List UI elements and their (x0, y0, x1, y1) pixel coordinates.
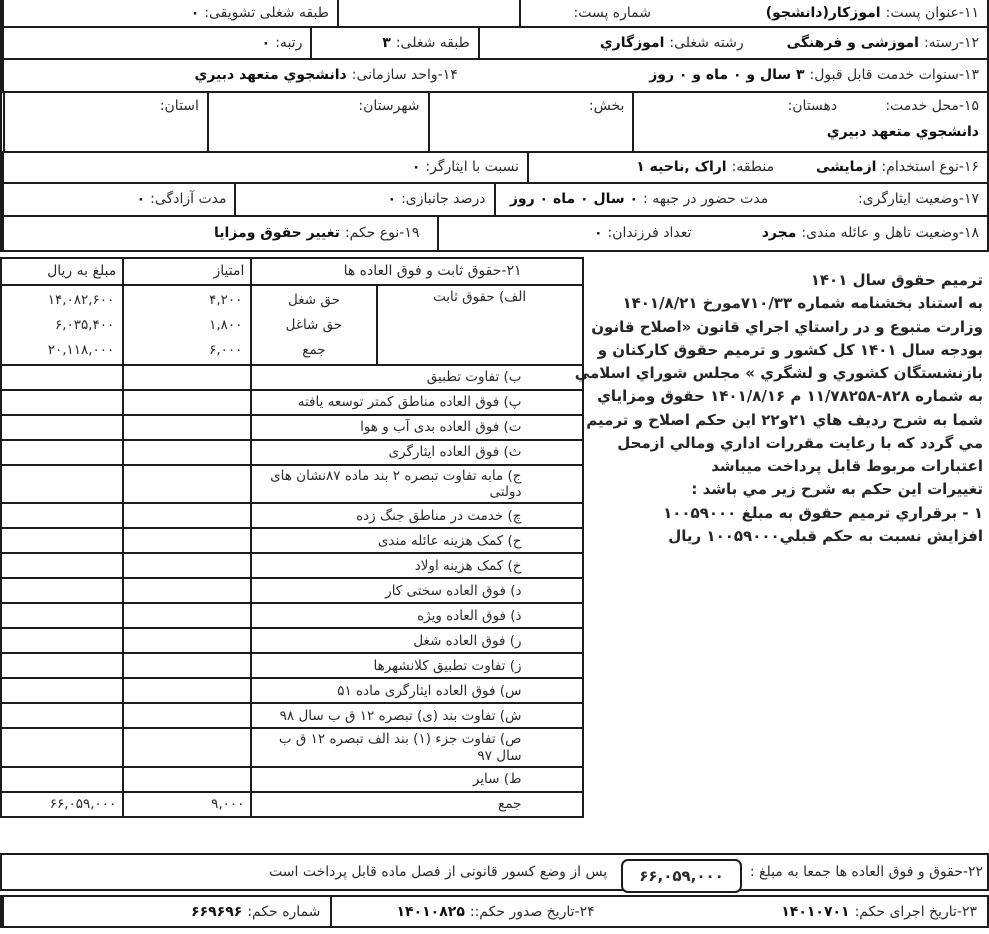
service-years-field (478, 60, 987, 91)
decree-line: ۱ - برقراري ترمیم حقوق به مبلغ ۱۰۰۵۹۰۰۰ (663, 503, 983, 522)
disability-percent-label: درصد جانبازی: (401, 191, 486, 208)
post-number-field (519, 0, 659, 26)
job-grade-value: ۳ (382, 34, 391, 51)
decree-type-field (2, 217, 437, 250)
decree-line: شما به شرح ردیف هاي ۲۱و۲۲ این حکم اصلاح و ترمیم (586, 410, 983, 429)
front-service-value: ۰ سال ۰ ماه ۰ روز (509, 191, 639, 208)
decree-line: به استناد بخشنامه شماره ۷۱۰/۳۳مورخ ۱۴۰۱/۸/۲۱ (622, 294, 983, 313)
county-field (207, 93, 428, 151)
decree-type-label: ۱۹-نوع حکم: (344, 225, 420, 242)
table-row: ز) تفاوت تطبیق کلانشهرها (2, 654, 582, 679)
employment-type-value: ازمایشی (816, 159, 877, 176)
fixed-row-amount: ۱۴,۰۸۲,۶۰۰ (47, 292, 115, 309)
table-row: ج) مابه تفاوت تبصره ۲ بند ماده ۸۷نشان های دولتی (2, 466, 582, 504)
decree-line: به شماره ۸۲۸-۱۱/۷۸۲۵۸ م ۱۴۰۱/۸/۱۶ حقوق ومزایاي (597, 387, 983, 406)
decree-line: تغییرات این حکم به شرح زیر مي باشد : (691, 480, 983, 499)
incentive-grade-field (2, 0, 337, 26)
table-title: ۲۱-حقوق ثابت و فوق العاده ها (343, 263, 522, 280)
execution-date-value: ۱۴۰۱۰۷۰۱ (781, 903, 850, 920)
job-grade-label: طبقه شغلی: (395, 34, 470, 51)
score-column-header: امتیاز (124, 259, 252, 284)
table-row: ح) کمک هزینه عائله مندی (2, 529, 582, 554)
post-title-field (659, 0, 987, 26)
header-row-employment-type (0, 153, 989, 184)
total-payable-suffix: پس از وضع کسور قانونی از فصل ماده قابل پرداخت است (269, 864, 608, 880)
fixed-salary-scores (124, 286, 252, 364)
rank-field (2, 28, 310, 58)
marital-status-field (699, 217, 987, 250)
table-row: پ) فوق العاده مناطق کمتر توسعه یافته (2, 391, 582, 416)
decree-line: بودجه سال ۱۴۰۱ کل کشور و ترمیم حقوق کارکنان و (597, 340, 983, 359)
table-row: س) فوق العاده ایثارگری ماده ۵۱ (2, 679, 582, 704)
captivity-duration-value: ۰ (136, 191, 146, 208)
children-count-label: تعداد فرزندان: (607, 225, 692, 242)
table-row: چ) خدمت در مناطق جنگ زده (2, 504, 582, 529)
job-field-label: رشته شغلی: (669, 34, 744, 51)
decree-line: ترمیم حقوق سال ۱۴۰۱ (810, 271, 983, 289)
header-row-veteran-status (0, 184, 989, 217)
issue-date-field (330, 897, 658, 926)
decree-type-value: تغییر حقوق ومزایا (214, 225, 340, 242)
table-row: د) فوق العاده سختی کار (2, 579, 582, 604)
captivity-duration-label: مدت آزادگی: (150, 191, 227, 208)
table-row: ذ) فوق العاده ویژه (2, 604, 582, 629)
issue-date-value: ۱۴۰۱۰۸۲۵ (396, 903, 465, 920)
job-grade-field (310, 28, 477, 58)
front-service-field (494, 184, 777, 215)
org-unit-field (2, 60, 478, 91)
front-service-label: مدت حضور در جبهه : (643, 191, 769, 208)
decree-number-label: شماره حکم: (247, 903, 321, 920)
total-amount-box: ۶۶,۰۵۹,۰۰۰ (621, 859, 742, 893)
fixed-row-amount: ۲۰,۱۱۸,۰۰۰ (47, 341, 115, 358)
fixed-row-label: جمع (302, 341, 326, 358)
table-row: ر) فوق العاده شغل (2, 629, 582, 654)
empty-cell (337, 0, 519, 26)
table-row: ث) فوق العاده ایثارگری (2, 441, 582, 466)
fixed-row-score: ۶,۰۰۰ (209, 341, 243, 358)
fixed-row-label: حق شاغل (285, 316, 343, 333)
main-section (0, 252, 989, 850)
table-row: خ) کمک هزینه اولاد (2, 554, 582, 579)
service-location-value: دانشجوي متعهد دبيري (826, 124, 979, 141)
employment-type-field (782, 153, 987, 182)
rank-label: رتبه: (275, 34, 303, 51)
district-label: بخش: (588, 98, 625, 114)
org-unit-label: ۱۴-واحد سازمانی: (351, 67, 458, 84)
category-value: اموزشی و فرهنگی (786, 34, 919, 51)
header-row-service-location (0, 93, 989, 153)
fixed-salary-group-label: الف) حقوق ثابت (432, 289, 527, 305)
category-label: ۱۲-رسته: (923, 34, 979, 51)
district-field (428, 93, 633, 151)
total-payable-label: ۲۲-حقوق و فوق العاده ها جمعا به مبلغ : (749, 864, 983, 880)
post-title-label: ۱۱-عنوان پست: (885, 4, 979, 21)
fixed-row-score: ۴,۲۰۰ (209, 292, 243, 309)
decree-line: اعتبارات مربوط قابل پرداخت میباشد (711, 457, 983, 475)
decree-number-value: ۶۶۹۶۹۶ (191, 903, 243, 920)
table-row: ص) تفاوت جزء (۱) بند الف تبصره ۱۲ ق ب سال ۹۷ (2, 729, 582, 767)
decree-line: بازنشستگان کشوري و لشگري » مجلس شوراي اسلامي (574, 364, 983, 382)
veteran-status-field (776, 184, 987, 215)
county-label: شهرستان: (358, 98, 420, 114)
province-field (3, 93, 207, 151)
issue-date-label: ۲۴-تاریخ صدور حکم:: (469, 903, 595, 920)
header-row-job-category (0, 28, 989, 60)
veteran-relation-field (2, 153, 527, 182)
region-field (527, 153, 782, 182)
total-payable-row (0, 853, 989, 891)
table-row: ت) فوق العاده بدی آب و هوا (2, 416, 582, 441)
dates-row (0, 895, 989, 928)
header-row-marital-status (0, 217, 989, 252)
veteran-status-label: ۱۷-وضعیت ایثارگری: (857, 191, 979, 208)
veteran-relation-label: نسبت با ایثارگر: (425, 159, 520, 176)
children-count-value: ۰ (593, 225, 603, 242)
table-row: ط) سایر (2, 768, 582, 793)
province-label: استان: (159, 98, 199, 114)
category-field (752, 28, 987, 58)
fixed-row-label: حق شغل (287, 292, 340, 309)
veteran-relation-value: ۰ (411, 159, 421, 176)
service-years-label: ۱۳-سنوات خدمت قابل قبول: (809, 67, 979, 84)
decree-line: وزارت متبوع و در راستاي اجراي قانون «اصلاح قانون (591, 317, 983, 336)
fixed-salary-block (2, 286, 582, 366)
salary-allowances-table (0, 257, 584, 818)
table-total-row: جمع ۹,۰۰۰ ۶۶,۰۵۹,۰۰۰ (2, 793, 582, 816)
marital-status-value: مجرد (761, 225, 797, 242)
village-label: دهستان: (787, 98, 838, 114)
marital-status-label: ۱۸-وضعیت تاهل و عائله مندی: (801, 225, 979, 242)
disability-percent-field (234, 184, 493, 215)
table-row: ب) تفاوت تطبیق (2, 366, 582, 391)
village-field (632, 93, 845, 151)
region-label: منطقه: (731, 159, 775, 176)
fixed-salary-amounts (2, 286, 124, 364)
post-number-label: شماره پست: (573, 4, 651, 21)
org-unit-value: دانشجوي متعهد دبيري (194, 67, 347, 84)
service-years-value: ۳ سال و ۰ ماه و ۰ روز (649, 67, 805, 84)
rank-value: ۰ (261, 34, 271, 51)
header-row-service-years (0, 60, 989, 93)
children-count-field (437, 217, 699, 250)
execution-date-label: ۲۳-تاریخ اجرای حکم: (854, 903, 977, 920)
employment-type-label: ۱۶-نوع استخدام: (881, 159, 979, 176)
job-field (478, 28, 752, 58)
decree-line: افزایش نسبت به حکم قبلي۱۰۰۵۹۰۰۰ ریال (668, 526, 983, 545)
table-header-row (2, 259, 582, 286)
decree-description-text (574, 257, 989, 850)
disability-percent-value: ۰ (387, 191, 397, 208)
region-value: اراک ,ناحیه ۱ (636, 159, 727, 176)
decree-line: مي گردد که با رعایت مقررات اداري ومالي ازمحل (617, 433, 983, 452)
captivity-duration-field (2, 184, 234, 215)
header-row-post-title (0, 0, 989, 28)
fixed-salary-names (252, 286, 377, 364)
job-field-value: اموزگاري (599, 34, 665, 51)
incentive-grade-value: ۰ (190, 4, 200, 21)
table-row: ش) تفاوت بند (ی) تبصره ۱۲ ق ب سال ۹۸ (2, 704, 582, 729)
fixed-row-amount: ۶,۰۳۵,۴۰۰ (54, 316, 115, 333)
decree-number-field (2, 897, 330, 926)
service-location-label: ۱۵-محل خدمت: (885, 98, 979, 114)
fixed-row-score: ۱,۸۰۰ (209, 316, 243, 333)
incentive-grade-label: طبقه شغلی تشویقی: (204, 4, 329, 21)
service-location-field (826, 93, 987, 151)
amount-column-header: مبلغ به ریال (2, 259, 124, 284)
post-title-value: اموزکار(دانشجو) (765, 4, 881, 21)
execution-date-field (659, 897, 987, 926)
